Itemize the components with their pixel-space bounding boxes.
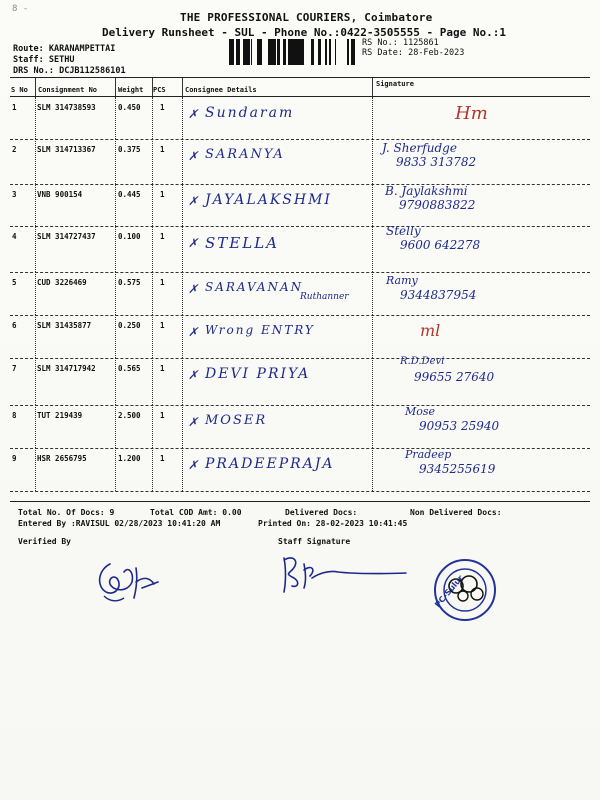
row-col-divider — [115, 184, 116, 226]
row-col-divider — [152, 226, 153, 272]
row-col-divider — [35, 226, 36, 272]
row-col-divider — [182, 97, 183, 139]
row-col-divider — [372, 448, 373, 491]
row-check-mark: ✗ — [188, 282, 199, 296]
route-label: Route: — [13, 44, 44, 54]
corner-mark: 8 - — [12, 4, 29, 14]
row-signature-phone: 99655 27640 — [414, 370, 495, 384]
row-sno: 2 — [12, 145, 17, 154]
barcode-bar — [239, 39, 240, 65]
barcode-bar — [335, 39, 336, 65]
drs-line — [13, 66, 126, 76]
row-signature-phone: 90953 25940 — [419, 419, 500, 433]
barcode-bar — [231, 39, 233, 65]
route-value: KARANAMPETTAI — [48, 44, 116, 54]
rs-no-label: RS No.: — [362, 38, 398, 48]
col-divider — [115, 78, 116, 96]
barcode-bar — [251, 39, 252, 65]
row-consignment-no: SLM 314717942 — [37, 364, 96, 373]
row-separator — [10, 139, 590, 140]
row-separator — [10, 184, 590, 185]
col-header-weight: Weight — [118, 86, 144, 94]
row-weight: 0.565 — [118, 364, 141, 373]
header-bottom-rule — [10, 96, 590, 97]
row-consignment-no: SLM 314713367 — [37, 145, 96, 154]
row-col-divider — [182, 226, 183, 272]
row-consignee-handwritten: DEVI PRIYA — [205, 366, 311, 382]
col-header-sno: S No — [11, 86, 28, 94]
row-consignment-no: SLM 314738593 — [37, 103, 96, 112]
barcode-bar — [260, 39, 262, 65]
row-consignee-handwritten: PRADEEPRAJA — [205, 456, 335, 472]
barcode-bar — [233, 39, 234, 65]
staff-signature-label: Staff Signature — [278, 537, 351, 546]
row-col-divider — [115, 226, 116, 272]
row-consignee-handwritten: MOSER — [205, 413, 268, 428]
row-col-divider — [35, 448, 36, 491]
row-col-divider — [182, 184, 183, 226]
row-signature-handwritten: J. Sherfudge — [382, 141, 457, 155]
non-delivered-docs: Non Delivered Docs: — [410, 508, 502, 517]
row-separator — [10, 315, 590, 316]
row-consignee-handwritten: JAYALAKSHMI — [205, 192, 332, 208]
row-signature-phone: 9790883822 — [399, 198, 476, 212]
row-col-divider — [35, 358, 36, 405]
barcode-bar — [245, 39, 248, 65]
row-weight: 0.450 — [118, 103, 141, 112]
row-signature-handwritten: R.D.Devi — [400, 356, 445, 367]
row-consignment-no: HSR 2656795 — [37, 454, 87, 463]
row-col-divider — [115, 97, 116, 139]
row-weight: 0.445 — [118, 190, 141, 199]
rs-date-value: 28-Feb-2023 — [408, 48, 465, 58]
table-top-rule — [10, 77, 590, 78]
row-col-divider — [35, 272, 36, 315]
row-pcs: 1 — [160, 145, 165, 154]
rs-date-line — [362, 48, 464, 58]
row-consignee-handwritten: SARANYA — [205, 147, 285, 162]
entered-by: Entered By :RAVISUL 02/28/2023 10:41:20 AM — [18, 519, 221, 528]
row-consignment-no: SLM 31435877 — [37, 321, 92, 330]
route-line — [13, 44, 115, 54]
row-col-divider — [372, 315, 373, 358]
row-col-divider — [35, 139, 36, 184]
barcode-bar — [248, 39, 250, 65]
row-separator — [10, 358, 590, 359]
row-consignment-no: CUD 3226469 — [37, 278, 87, 287]
row-pcs: 1 — [160, 454, 165, 463]
row-col-divider — [152, 315, 153, 358]
row-sno: 7 — [12, 364, 17, 373]
row-signature-handwritten: Mose — [405, 405, 436, 418]
row-separator — [10, 226, 590, 227]
row-signature-handwritten: Ramy — [386, 274, 418, 287]
col-header-signature: Signature — [376, 80, 414, 88]
col-divider — [372, 78, 373, 96]
row-col-divider — [115, 448, 116, 491]
barcode-bar — [229, 39, 231, 65]
row-signature-handwritten: Hm — [455, 103, 488, 124]
row-separator — [10, 272, 590, 273]
barcode-bar — [273, 39, 276, 65]
total-docs: Total No. Of Docs: 9 — [18, 508, 115, 517]
col-header-consignee: Consignee Details — [185, 86, 257, 94]
barcode-bar — [351, 39, 352, 65]
row-col-divider — [182, 358, 183, 405]
row-weight: 0.375 — [118, 145, 141, 154]
barcode-bar — [236, 39, 239, 65]
barcode-bar — [329, 39, 330, 65]
row-sno: 5 — [12, 278, 17, 287]
row-col-divider — [372, 405, 373, 448]
row-col-divider — [152, 358, 153, 405]
row-pcs: 1 — [160, 364, 165, 373]
row-consignment-no: VNB 900154 — [37, 190, 83, 199]
row-consignment-no: SLM 314727437 — [37, 232, 96, 241]
row-signature-phone: 9833 313782 — [396, 155, 477, 169]
row-separator — [10, 491, 590, 492]
row-consignee-handwritten: STELLA — [205, 234, 279, 252]
staff-label: Staff: — [13, 55, 44, 65]
row-col-divider — [35, 184, 36, 226]
row-col-divider — [372, 97, 373, 139]
barcode-bar — [268, 39, 270, 65]
row-pcs: 1 — [160, 190, 165, 199]
row-col-divider — [35, 97, 36, 139]
row-col-divider — [182, 315, 183, 358]
row-col-divider — [115, 315, 116, 358]
row-consignee-handwritten: SARAVANAN — [205, 280, 304, 294]
staff-signature-image — [276, 548, 416, 598]
row-check-mark: ✗ — [188, 236, 199, 250]
row-consignment-no: TUT 219439 — [37, 411, 83, 420]
rs-date-label: RS Date: — [362, 48, 403, 58]
row-col-divider — [152, 272, 153, 315]
barcode-bar — [330, 39, 331, 65]
row-col-divider — [372, 139, 373, 184]
row-signature-handwritten: ml — [420, 321, 441, 340]
rs-no-value: 1125861 — [402, 38, 439, 48]
row-separator — [10, 405, 590, 406]
row-col-divider — [115, 405, 116, 448]
row-col-divider — [152, 97, 153, 139]
row-col-divider — [372, 226, 373, 272]
row-signature-phone: 9344837954 — [400, 288, 477, 302]
rs-no-line — [362, 38, 439, 48]
row-sno: 3 — [12, 190, 17, 199]
barcode-bar — [318, 39, 321, 65]
row-weight: 2.500 — [118, 411, 141, 420]
row-col-divider — [372, 272, 373, 315]
row-col-divider — [182, 139, 183, 184]
row-check-mark: ✗ — [188, 415, 199, 429]
row-check-mark: ✗ — [188, 325, 199, 339]
row-check-mark: ✗ — [188, 368, 199, 382]
row-sno: 8 — [12, 411, 17, 420]
row-col-divider — [372, 358, 373, 405]
barcode-bar — [283, 39, 286, 65]
footer-top-rule — [10, 501, 590, 502]
row-sno: 6 — [12, 321, 17, 330]
barcode-bar — [325, 39, 327, 65]
row-col-divider — [115, 139, 116, 184]
row-weight: 1.200 — [118, 454, 141, 463]
row-check-mark: ✗ — [188, 194, 199, 208]
col-divider — [35, 78, 36, 96]
row-consignee-extra: Ruthanner — [300, 292, 349, 302]
printed-on: Printed On: 28-02-2023 10:41:45 — [258, 519, 408, 528]
row-signature-handwritten: Pradeep — [405, 448, 452, 461]
row-signature-phone: 9345255619 — [419, 462, 496, 476]
staff-value: SETHU — [48, 55, 75, 65]
row-separator — [10, 448, 590, 449]
row-col-divider — [152, 139, 153, 184]
barcode-bar — [302, 39, 304, 65]
barcode-bar — [288, 39, 290, 65]
row-pcs: 1 — [160, 411, 165, 420]
barcode-bar — [277, 39, 280, 65]
barcode-bar — [293, 39, 296, 65]
verifier-signature-image — [88, 552, 168, 608]
row-col-divider — [35, 405, 36, 448]
row-pcs: 1 — [160, 278, 165, 287]
barcode-image — [229, 39, 357, 65]
row-check-mark: ✗ — [188, 149, 199, 163]
row-col-divider — [115, 272, 116, 315]
row-col-divider — [182, 405, 183, 448]
courier-office-stamp — [425, 552, 507, 624]
barcode-bar — [296, 39, 297, 65]
row-signature-phone: 9600 642278 — [400, 238, 481, 252]
staff-line — [13, 55, 74, 65]
barcode-bar — [257, 39, 259, 65]
row-col-divider — [115, 358, 116, 405]
barcode-bar — [352, 39, 355, 65]
row-signature-handwritten: Stelly — [386, 224, 421, 238]
row-col-divider — [152, 184, 153, 226]
row-weight: 0.250 — [118, 321, 141, 330]
row-check-mark: ✗ — [188, 458, 199, 472]
row-sno: 1 — [12, 103, 17, 112]
row-signature-handwritten: B. Jaylakshmi — [385, 184, 468, 198]
barcode-bar — [311, 39, 314, 65]
row-consignee-handwritten: Wrong ENTRY — [205, 323, 315, 337]
barcode-bar — [290, 39, 293, 65]
row-col-divider — [35, 315, 36, 358]
row-pcs: 1 — [160, 103, 165, 112]
row-col-divider — [372, 184, 373, 226]
drs-label: DRS No.: — [13, 66, 54, 76]
row-weight: 0.100 — [118, 232, 141, 241]
col-header-pcs: PCS — [153, 86, 166, 94]
row-sno: 9 — [12, 454, 17, 463]
total-cod: Total COD Amt: 0.00 — [150, 508, 242, 517]
document-subtitle: Delivery Runsheet - SUL - Phone No.:0422-3505555 - Page No.:1 — [102, 26, 506, 39]
barcode-bar — [300, 39, 302, 65]
stamp-text: PC-Sulur — [433, 573, 466, 610]
delivered-docs: Delivered Docs: — [285, 508, 358, 517]
row-pcs: 1 — [160, 232, 165, 241]
row-col-divider — [182, 272, 183, 315]
barcode-bar — [297, 39, 300, 65]
col-header-consignment: Consignment No — [38, 86, 98, 94]
document-title: THE PROFESSIONAL COURIERS, Coimbatore — [180, 11, 433, 24]
row-weight: 0.575 — [118, 278, 141, 287]
barcode-bar — [347, 39, 349, 65]
barcode-bar — [259, 39, 260, 65]
row-sno: 4 — [12, 232, 17, 241]
verified-by-label: Verified By — [18, 537, 71, 546]
drs-value: DCJB112586101 — [59, 66, 126, 76]
row-col-divider — [182, 448, 183, 491]
row-pcs: 1 — [160, 321, 165, 330]
row-check-mark: ✗ — [188, 107, 199, 121]
col-divider — [182, 78, 183, 96]
row-col-divider — [152, 405, 153, 448]
barcode-bar — [243, 39, 245, 65]
row-col-divider — [152, 448, 153, 491]
barcode-bar — [270, 39, 273, 65]
row-consignee-handwritten: Sundaram — [205, 105, 295, 121]
